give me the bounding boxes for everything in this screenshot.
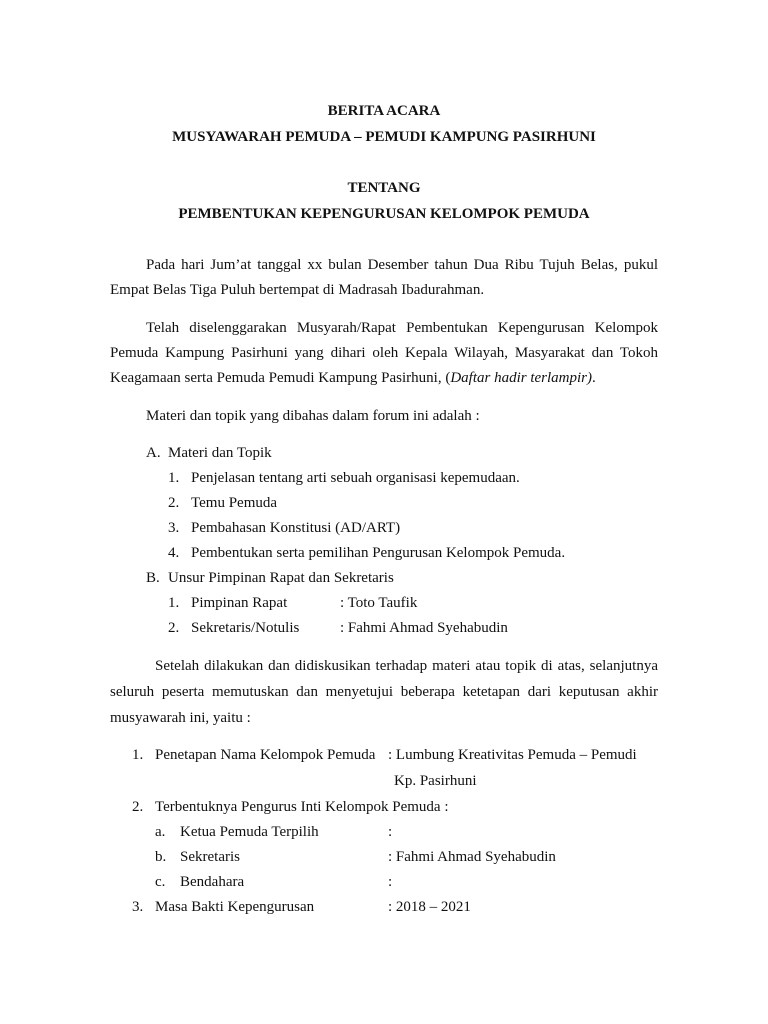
doc-subtitle: MUSYAWARAH PEMUDA – PEMUDI KAMPUNG PASIRHUNI	[172, 129, 596, 145]
decision-label: Penetapan Nama Kelompok Pemuda	[155, 747, 376, 763]
treasurer-value: :	[388, 874, 393, 890]
section-a-title: Materi dan Topik	[168, 445, 272, 461]
list-item-number: 3.	[168, 520, 180, 536]
list-item: Pembentukan serta pemilihan Pengurusan Kelompok Pemuda.	[191, 545, 566, 561]
sub-item-marker: a.	[155, 824, 166, 840]
leader-label: Pimpinan Rapat	[191, 595, 288, 611]
decision-number: 3.	[132, 899, 144, 915]
secretary-label: Sekretaris	[180, 849, 240, 865]
secretary-value: : Fahmi Ahmad Syehabudin	[340, 620, 508, 636]
para1-line1: Pada hari Jum’at tanggal xx bulan Desember tahun Dua Ribu Tujuh Belas, pukul	[146, 257, 658, 273]
sub-item-marker: c.	[155, 874, 166, 890]
chairman-label: Ketua Pemuda Terpilih	[180, 824, 319, 840]
list-item-number: 1.	[168, 595, 180, 611]
decision-number: 2.	[132, 799, 144, 815]
para2-line3: Keagamaan serta Pemuda Pemudi Kampung Pasirhuni, (Daftar hadir terlampir).	[110, 370, 596, 386]
group-name-value: : Lumbung Kreativitas Pemuda – Pemudi	[388, 747, 637, 763]
decision-number: 1.	[132, 747, 144, 763]
section-b-title: Unsur Pimpinan Rapat dan Sekretaris	[168, 570, 394, 586]
secretary-value: : Fahmi Ahmad Syehabudin	[388, 849, 556, 865]
attendance-note: Daftar hadir terlampir)	[450, 370, 593, 386]
term-label: Masa Bakti Kepengurusan	[155, 899, 315, 915]
para4-line1: Setelah dilakukan dan didiskusikan terhadap materi atau topik di atas, selanjutnya	[155, 658, 658, 674]
sub-item-marker: b.	[155, 849, 167, 865]
para1-line2: Empat Belas Tiga Puluh bertempat di Madrasah Ibadurahman.	[110, 282, 485, 298]
group-name-value-cont: Kp. Pasirhuni	[394, 773, 477, 789]
list-item-number: 4.	[168, 545, 180, 561]
secretary-label: Sekretaris/Notulis	[191, 620, 300, 636]
term-value: : 2018 – 2021	[388, 899, 471, 915]
list-item-number: 2.	[168, 620, 180, 636]
para4-line3: musyawarah ini, yaitu :	[110, 710, 251, 726]
treasurer-label: Bendahara	[180, 874, 245, 890]
doc-tentang: TENTANG	[347, 180, 421, 196]
list-item-number: 1.	[168, 470, 180, 486]
list-item: Temu Pemuda	[191, 495, 278, 511]
section-b-marker: B.	[146, 570, 160, 586]
para2-line1: Telah diselenggarakan Musyarah/Rapat Pembentukan Kepengurusan Kelompok	[146, 320, 658, 336]
para2-line2: Pemuda Kampung Pasirhuni yang dihari oleh Kepala Wilayah, Masyarakat dan Tokoh	[110, 345, 658, 361]
section-a-marker: A.	[146, 445, 161, 461]
doc-title: BERITA ACARA	[327, 103, 441, 119]
leader-value: : Toto Taufik	[340, 595, 418, 611]
chairman-value: :	[388, 824, 393, 840]
para3: Materi dan topik yang dibahas dalam forum ini adalah :	[146, 408, 480, 424]
doc-topic: PEMBENTUKAN KEPENGURUSAN KELOMPOK PEMUDA	[178, 206, 590, 222]
decision-label: Terbentuknya Pengurus Inti Kelompok Pemuda :	[155, 799, 449, 815]
list-item: Penjelasan tentang arti sebuah organisasi kepemudaan.	[191, 470, 520, 486]
list-item: Pembahasan Konstitusi (AD/ART)	[191, 520, 401, 536]
list-item-number: 2.	[168, 495, 180, 511]
para4-line2: seluruh peserta memutuskan dan menyetujui beberapa ketetapan dari keputusan akhir	[110, 684, 658, 700]
